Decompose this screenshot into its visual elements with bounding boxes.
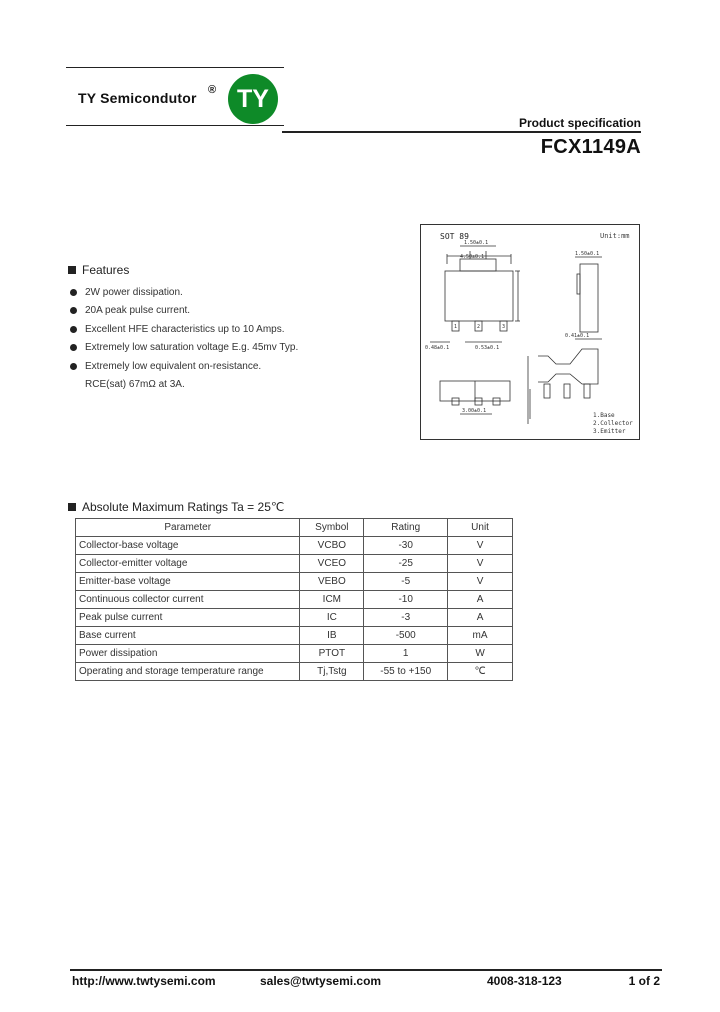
cell-parameter: Collector-emitter voltage <box>76 555 300 573</box>
cell-symbol: PTOT <box>300 645 364 663</box>
brand-name: TY Semicondutor <box>78 90 197 106</box>
bullet-icon <box>70 307 77 314</box>
ratings-table <box>75 518 513 681</box>
footer-phone: 4008-318-123 <box>487 974 562 988</box>
dim-label-bottom: 3.00±0.1 <box>462 408 487 414</box>
features-list <box>70 283 298 394</box>
cell-symbol: ICM <box>300 591 364 609</box>
header-bottom-rule <box>66 125 284 126</box>
pin-label-1: 1 <box>454 324 458 330</box>
feature-item <box>70 357 298 376</box>
pin-label-2: 2 <box>477 324 481 330</box>
feature-text: 20A peak pulse current. <box>85 305 191 317</box>
package-outline-drawing <box>420 224 640 440</box>
registered-mark: ® <box>208 84 217 96</box>
cell-unit: V <box>448 537 513 555</box>
square-bullet-icon <box>68 503 76 511</box>
dim-label-side-top: 1.50±0.1 <box>575 251 600 257</box>
column-header: Parameter <box>76 519 300 537</box>
package-name: SOT 89 <box>440 232 469 241</box>
cell-parameter: Continuous collector current <box>76 591 300 609</box>
doc-type-label: Product specification <box>518 116 641 130</box>
ratings-title: Absolute Maximum Ratings Ta = 25℃ <box>82 500 285 514</box>
ty-logo <box>228 74 278 124</box>
cell-parameter: Collector-base voltage <box>76 537 300 555</box>
package-tab <box>460 259 496 271</box>
features-heading <box>68 263 129 277</box>
cell-unit: ℃ <box>448 663 513 681</box>
feature-text: Excellent HFE characteristics up to 10 Amps. <box>85 323 285 335</box>
dim-label-pin-pitch: 0.53±0.1 <box>475 345 500 351</box>
cell-rating: 1 <box>364 645 448 663</box>
bullet-icon <box>70 344 77 351</box>
package-body-top-view <box>445 271 513 321</box>
feature-text: 2W power dissipation. <box>85 286 183 298</box>
cell-rating: -30 <box>364 537 448 555</box>
bullet-icon <box>70 363 77 370</box>
feature-item <box>70 320 298 339</box>
table-row <box>76 537 513 555</box>
footer-email-link[interactable]: sales@twtysemi.com <box>260 974 382 988</box>
pin-label-3: 3 <box>502 324 506 330</box>
column-header: Rating <box>364 519 448 537</box>
dim-label-side-bottom: 0.41±0.1 <box>565 333 590 339</box>
logo-text: TY <box>237 84 269 113</box>
title-rule <box>282 131 641 133</box>
feature-item <box>70 283 298 302</box>
cell-symbol: IC <box>300 609 364 627</box>
square-bullet-icon <box>68 266 76 274</box>
bullet-icon <box>70 289 77 296</box>
table-row <box>76 573 513 591</box>
cell-unit: V <box>448 573 513 591</box>
cell-rating: -55 to +150 <box>364 663 448 681</box>
feature-item <box>70 302 298 321</box>
table-row <box>76 645 513 663</box>
table-header-row <box>76 519 513 537</box>
cell-symbol: IB <box>300 627 364 645</box>
cell-symbol: VEBO <box>300 573 364 591</box>
cell-rating: -5 <box>364 573 448 591</box>
cell-parameter: Emitter-base voltage <box>76 573 300 591</box>
pin-legend-item: 3.Emitter <box>593 428 626 435</box>
cell-parameter: Peak pulse current <box>76 609 300 627</box>
cell-symbol: VCEO <box>300 555 364 573</box>
feature-note: RCE(sat) 67mΩ at 3A. <box>85 379 185 390</box>
feature-text: Extremely low equivalent on-resistance. <box>85 360 262 372</box>
footer-website-link[interactable]: http://www.twtysemi.com <box>72 974 216 988</box>
cell-parameter: Operating and storage temperature range <box>76 663 300 681</box>
table-row <box>76 555 513 573</box>
feature-text: Extremely low saturation voltage E.g. 45mv Typ. <box>85 342 299 354</box>
column-header: Unit <box>448 519 513 537</box>
footer-page-number: 1 of 2 <box>628 974 660 988</box>
pin-legend <box>593 412 633 436</box>
cell-symbol: VCBO <box>300 537 364 555</box>
cell-rating: -500 <box>364 627 448 645</box>
cell-unit: A <box>448 591 513 609</box>
part-number: FCX1149A <box>540 136 641 158</box>
header-top-rule <box>66 67 284 68</box>
table-row <box>76 591 513 609</box>
cell-unit: A <box>448 609 513 627</box>
cell-unit: mA <box>448 627 513 645</box>
dim-label-tab: 1.50±0.1 <box>464 240 489 246</box>
table-row <box>76 663 513 681</box>
features-title: Features <box>82 263 130 277</box>
footer-rule <box>70 969 662 971</box>
feature-item <box>70 339 298 358</box>
cell-symbol: Tj,Tstg <box>300 663 364 681</box>
dim-label-width: 4.50±0.1 <box>460 254 485 260</box>
bullet-icon <box>70 326 77 333</box>
cell-parameter: Power dissipation <box>76 645 300 663</box>
dim-label-pin-width: 0.48±0.1 <box>425 345 450 351</box>
column-header: Symbol <box>300 519 364 537</box>
package-unit: Unit:mm <box>600 232 630 240</box>
cell-rating: -3 <box>364 609 448 627</box>
table-row <box>76 609 513 627</box>
pin-legend-item: 1.Base <box>593 412 615 419</box>
package-side-view <box>580 264 598 332</box>
cell-parameter: Base current <box>76 627 300 645</box>
cell-unit: V <box>448 555 513 573</box>
ratings-heading <box>68 500 284 514</box>
cell-unit: W <box>448 645 513 663</box>
cell-rating: -10 <box>364 591 448 609</box>
pin-legend-item: 2.Collector <box>593 420 633 427</box>
cell-rating: -25 <box>364 555 448 573</box>
table-row <box>76 627 513 645</box>
